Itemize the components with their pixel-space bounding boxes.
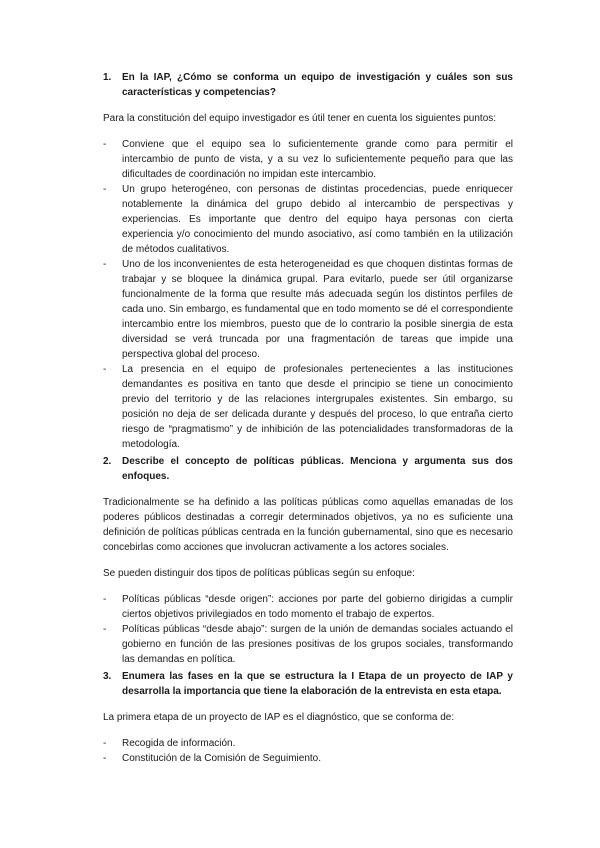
dash-marker: - [103, 624, 107, 635]
dash-marker: - [103, 753, 107, 764]
section-3-list [103, 736, 513, 766]
list-item-text: Políticas públicas “desde origen”: acciones por parte del gobierno dirigidas a cumplir ciertos objetivos privilegiados en todo momento el trabajo de expertos. [122, 594, 513, 620]
list-item-text: Uno de los inconvenientes de esta heterogeneidad es que choquen distintas formas de trabajar y se bloquee la dinámica grupal. Para evitarlo, puede ser útil organizarse funcionalmente de la forma que resulte más adecuada según los distintos perfiles de cada uno. Sin embargo, es fundamental que en todo momento se dé el correspondiente intercambio entre los miembros, puesto que de lo contrario la posible sinergia de esta diversidad se verá truncada por una fragmentación de tareas que impide una perspectiva global del proceso. [122, 259, 513, 360]
dash-marker: - [103, 139, 107, 150]
list-item-text: Conviene que el equipo sea lo suficientemente grande como para permitir el intercambio de punto de vista, y a su vez lo suficientemente pequeño para que las dificultades de coordinación no impidan este intercambio. [122, 139, 513, 180]
section-2-list [103, 592, 513, 667]
section-3-heading [103, 669, 513, 699]
list-item [103, 182, 513, 257]
section-3-intro: La primera etapa de un proyecto de IAP es el diagnóstico, que se conforma de: [103, 712, 455, 723]
dash-marker: - [103, 259, 107, 270]
section-1-heading [103, 70, 513, 100]
section-1-intro: Para la constitución del equipo investigador es útil tener en cuenta los siguientes puntos: [103, 113, 497, 124]
document-content [103, 70, 513, 766]
section-2-number: 2. [103, 456, 112, 467]
list-item-text: Recogida de información. [122, 738, 236, 749]
section-2-paragraph-2: Se pueden distinguir dos tipos de políticas públicas según su enfoque: [103, 568, 415, 579]
list-item [103, 751, 513, 766]
section-1-heading-text: En la IAP, ¿Cómo se conforma un equipo de investigación y cuáles son sus características y competencias? [122, 72, 513, 98]
list-item [103, 622, 513, 667]
list-item-text: Constitución de la Comisión de Seguimiento. [122, 753, 321, 764]
list-item-text: Un grupo heterogéneo, con personas de distintas procedencias, puede enriquecer notablemente la dinámica del grupo debido al intercambio de perspectivas y experiencias. Es importante que dentro del equipo haya personas con cierta experiencia y/o conocimiento del mundo asociativo, así como también en la utilización de métodos cualitativos. [122, 184, 513, 255]
section-3-heading-text: Enumera las fases en la que se estructura la I Etapa de un proyecto de IAP y desarrolla la importancia que tiene la elaboración de la entrevista en esta etapa. [122, 671, 513, 697]
dash-marker: - [103, 364, 107, 375]
section-1-number: 1. [103, 72, 112, 83]
list-item [103, 592, 513, 622]
section-3-number: 3. [103, 671, 112, 682]
dash-marker: - [103, 594, 107, 605]
list-item [103, 362, 513, 452]
dash-marker: - [103, 184, 107, 195]
list-item [103, 137, 513, 182]
section-2-heading-text: Describe el concepto de políticas públicas. Menciona y argumenta sus dos enfoques. [122, 456, 513, 482]
list-item [103, 736, 513, 751]
list-item [103, 257, 513, 362]
section-2-heading [103, 454, 513, 484]
section-2-paragraph-1: Tradicionalmente se ha definido a las políticas públicas como aquellas emanadas de los poderes públicos destinadas a corregir determinados objetivos, ya no es suficiente una definición de políticas públicas centrada en la función gubernamental, sino que es necesario concebirlas como acciones que involucran activamente a los actores sociales. [103, 497, 513, 553]
section-1-list [103, 137, 513, 452]
list-item-text: Políticas públicas “desde abajo”: surgen de la unión de demandas sociales actuando el gobierno en función de las presiones positivas de los grupos sociales, transformando las demandas en política. [122, 624, 513, 665]
dash-marker: - [103, 738, 107, 749]
list-item-text: La presencia en el equipo de profesionales pertenecientes a las instituciones demandantes es positiva en tanto que desde el principio se tiene un conocimiento previo del territorio y de las relaciones intergrupales existentes. Sin embargo, su posición no deja de ser delicada durante y después del proceso, lo que entraña cierto riesgo de “pragmatismo” y de inhibición de las potencialidades transformadoras de la metodología. [122, 364, 513, 450]
